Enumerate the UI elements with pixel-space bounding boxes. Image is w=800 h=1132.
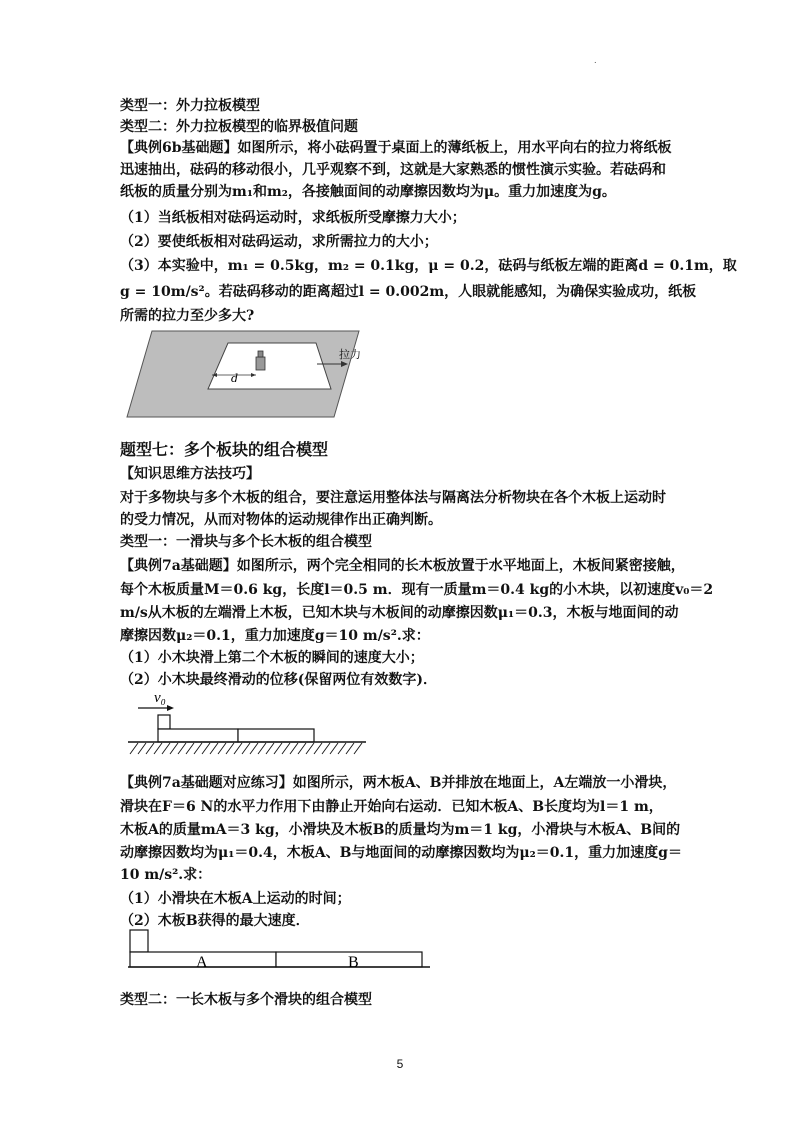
figure-two-boards <box>124 684 374 759</box>
example-7a-line-4: 摩擦因数μ₂＝0.1，重力加速度g＝10 m/s².求： <box>120 628 430 644</box>
initial-velocity-label: v₀ <box>154 690 166 706</box>
example-7a-q1: （1）小木块滑上第二个木板的瞬间的速度大小； <box>120 650 424 666</box>
section-type-1b: 类型一：一滑块与多个长木板的组合模型 <box>120 534 372 550</box>
pull-force-label: 拉力 <box>339 348 361 361</box>
board-b-label: B <box>348 954 359 971</box>
example-7a-q2: （2）小木块最终滑动的位移(保留两位有效数字)． <box>120 672 437 688</box>
page-number: 5 <box>396 1057 404 1071</box>
example-6b-q3-line-1: （3）本实验中，m₁ = 0.5kg，m₂ = 0.1kg，μ = 0.2，砝码与纸板左端的距离d = 0.1m，取 <box>120 258 737 274</box>
practice-7a-line-5: 10 m/s².求： <box>120 867 212 883</box>
example-6b-q3-line-2: g = 10m/s²。若砝码移动的距离超过l = 0.002m，人眼就能感知，为确保实验成功，纸板 <box>120 284 697 300</box>
corner-dot: . <box>594 56 597 65</box>
practice-7a-q2: （2）木板B获得的最大速度． <box>120 913 310 929</box>
board-a-label: A <box>196 954 208 971</box>
distance-d-label: d <box>231 372 239 385</box>
example-7a-line-1: 【典例7a基础题】如图所示，两个完全相同的长木板放置于水平地面上，木板间紧密接触， <box>120 558 685 574</box>
figure-paper-pull <box>124 327 364 422</box>
section-type-2b: 类型二：一长木板与多个滑块的组合模型 <box>120 992 372 1008</box>
knowledge-text-line-2: 的受力情况，从而对物体的运动规律作出正确判断。 <box>120 512 442 528</box>
example-6b-line-3: 纸板的质量分别为m₁和m₂，各接触面间的动摩擦因数均为μ。重力加速度为g。 <box>120 184 616 200</box>
practice-7a-line-1: 【典例7a基础题对应练习】如图所示，两木板A、B并排放在地面上，A左端放一小滑块， <box>120 775 677 791</box>
practice-7a-line-3: 木板A的质量mA＝3 kg，小滑块及木板B的质量均为m＝1 kg，小滑块与木板A、B间的 <box>120 822 681 838</box>
topic-7-heading: 题型七：多个板块的组合模型 <box>120 440 329 459</box>
example-6b-line-1: 【典例6b基础题】如图所示，将小砝码置于桌面上的薄纸板上，用水平向右的拉力将纸板 <box>120 140 672 156</box>
example-7a-line-3: m/s从木板的左端滑上木板，已知木块与木板间的动摩擦因数μ₁＝0.3，木板与地面间的动 <box>120 605 679 621</box>
knowledge-tips-heading: 【知识思维方法技巧】 <box>120 466 260 482</box>
practice-7a-line-4: 动摩擦因数均为μ₁＝0.4，木板A、B与地面间的动摩擦因数均为μ₂＝0.1，重力加速度g＝ <box>120 845 682 861</box>
example-7a-line-2: 每个木板质量M＝0.6 kg，长度l＝0.5 m．现有一质量m＝0.4 kg的小木块，以初速度v₀＝2 <box>120 582 714 598</box>
example-6b-q3-line-3: 所需的拉力至少多大? <box>120 308 255 324</box>
practice-7a-q1: （1）小滑块在木板A上运动的时间； <box>120 891 351 907</box>
figure-boards-a-b <box>124 927 434 975</box>
example-6b-q1: （1）当纸板相对砝码运动时，求纸板所受摩擦力大小； <box>120 210 466 226</box>
knowledge-text-line-1: 对于多物块与多个木板的组合，要注意运用整体法与隔离法分析物块在各个木板上运动时 <box>120 490 666 506</box>
section-type-1: 类型一：外力拉板模型 <box>120 98 260 114</box>
example-6b-line-2: 迅速抽出，砝码的移动很小，几乎观察不到，这就是大家熟悉的惯性演示实验。若砝码和 <box>120 162 666 178</box>
example-6b-q2: （2）要使纸板相对砝码运动，求所需拉力的大小； <box>120 234 438 250</box>
practice-7a-line-2: 滑块在F＝6 N的水平力作用下由静止开始向右运动．已知木板A、B长度均为l＝1 m， <box>120 799 663 815</box>
section-type-2: 类型二：外力拉板模型的临界极值问题 <box>120 119 358 135</box>
